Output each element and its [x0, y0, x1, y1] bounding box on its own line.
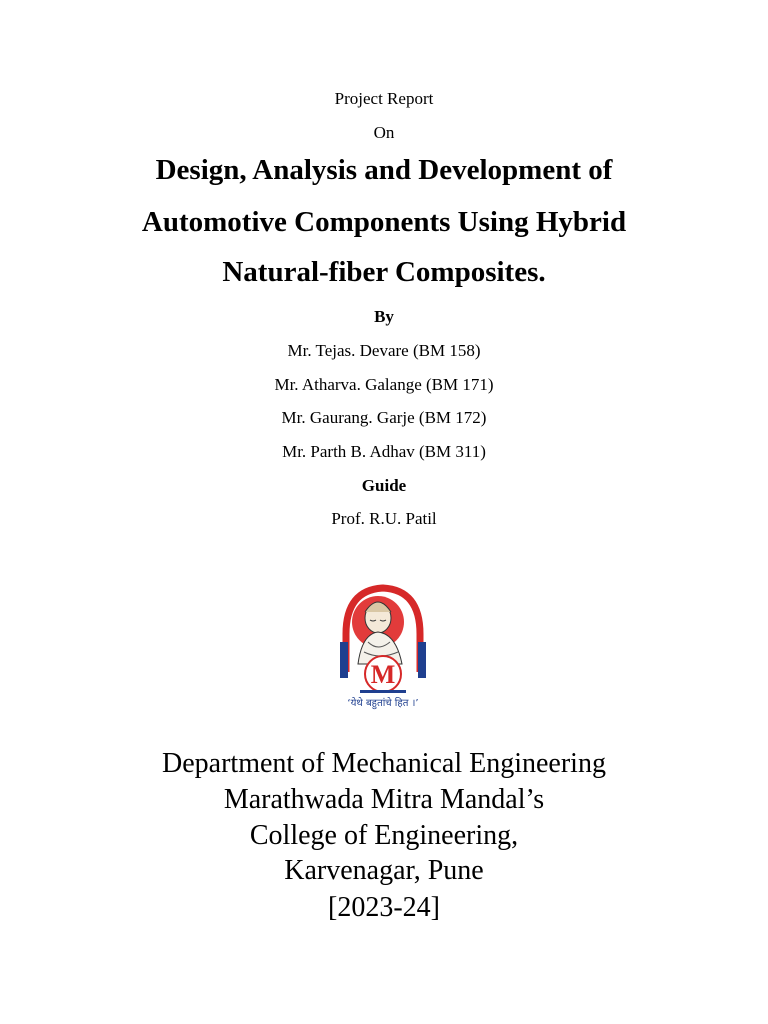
by-label: By [374, 307, 394, 326]
title-line-3: Natural-fiber Composites. [222, 256, 546, 288]
author-3: Mr. Gaurang. Garje (BM 172) [281, 408, 487, 427]
college-name: College of Engineering, [249, 820, 519, 851]
organization-name: Marathwada Mitra Mandal’s [223, 784, 545, 815]
guide-name: Prof. R.U. Patil [331, 509, 437, 528]
guide-label: Guide [361, 476, 407, 495]
college-logo [318, 582, 448, 712]
title-line-2: Automotive Components Using Hybrid [141, 206, 627, 238]
author-4: Mr. Parth B. Adhav (BM 311) [282, 442, 486, 461]
department-name: Department of Mechanical Engineering [162, 748, 606, 779]
author-2: Mr. Atharva. Galange (BM 171) [274, 375, 494, 394]
title-line-1: Design, Analysis and Development of [155, 154, 613, 186]
report-label: Project Report [334, 89, 434, 108]
college-location: Karvenagar, Pune [284, 855, 484, 886]
logo-letter: M [370, 660, 396, 689]
logo-motto: ‘येथे बहुतांचे हित ।’ [347, 698, 419, 709]
academic-year: [2023-24] [328, 892, 440, 923]
college-logo-emblem [318, 582, 448, 712]
author-1: Mr. Tejas. Devare (BM 158) [287, 341, 481, 360]
report-on: On [373, 123, 395, 142]
